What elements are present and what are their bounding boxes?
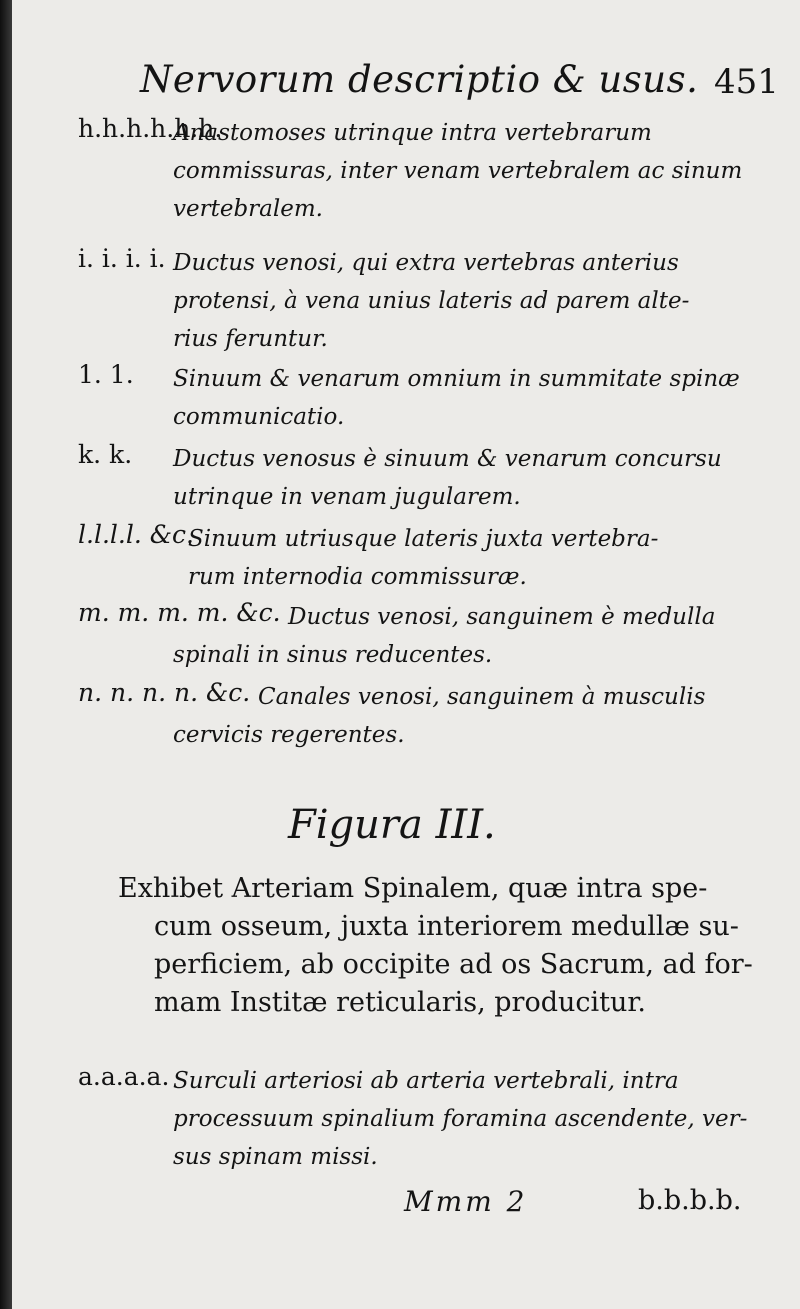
catchword: b.b.b.b. xyxy=(638,1185,742,1216)
legend-line: Canales venosi, sanguinem à musculis xyxy=(258,684,706,710)
caption-line: mam Institæ reticularis, producitur. xyxy=(154,987,646,1018)
figure-heading: Figura III. xyxy=(288,802,496,848)
legend-line: cervicis regerentes. xyxy=(173,722,405,748)
page-header-title: Nervorum descriptio & usus. xyxy=(140,58,699,101)
caption-line: cum osseum, juxta interiorem medullæ su- xyxy=(154,911,739,942)
legend-description xyxy=(173,114,800,228)
legend-line: commissuras, inter venam vertebralem ac sinum xyxy=(173,158,743,184)
legend-label: h.h.h.h.h.h. xyxy=(78,114,223,143)
legend-label: k. k. xyxy=(78,440,133,469)
legend-line: communicatio. xyxy=(173,404,345,430)
legend-line: Ductus venosus è sinuum & venarum concursu xyxy=(173,446,722,472)
legend-label: n. n. n. n. &c. xyxy=(78,678,251,707)
legend-label: i. i. i. i. xyxy=(78,244,166,273)
legend-line: protensi, à vena unius lateris ad parem alte- xyxy=(173,288,690,314)
legend-description xyxy=(173,678,800,754)
legend-label: 1. 1. xyxy=(78,360,134,389)
legend-description xyxy=(188,520,800,596)
caption-line: perficiem, ab occipite ad os Sacrum, ad for- xyxy=(154,949,753,980)
legend-description xyxy=(173,360,800,436)
legend-line: processuum spinalium foramina ascendente, ver- xyxy=(173,1106,748,1132)
legend-description xyxy=(173,440,800,516)
legend-line: Sinuum & venarum omnium in summitate spinæ xyxy=(173,366,740,392)
legend-line: rius feruntur. xyxy=(173,326,328,352)
legend-line: utrinque in venam jugularem. xyxy=(173,484,521,510)
caption-line: Exhibet Arteriam Spinalem, quæ intra spe- xyxy=(118,873,708,904)
page-binding-edge xyxy=(0,0,12,1309)
legend-line: spinali in sinus reducentes. xyxy=(173,642,493,668)
legend-line: vertebralem. xyxy=(173,196,323,222)
legend-description xyxy=(173,1062,800,1176)
legend-line: Surculi arteriosi ab arteria vertebrali, intra xyxy=(173,1068,679,1094)
legend-line: rum internodia commissuræ. xyxy=(188,564,527,590)
legend-line: Sinuum utriusque lateris juxta vertebra- xyxy=(188,526,659,552)
signature-mark: Mmm 2 xyxy=(404,1185,528,1218)
page-number: 451 xyxy=(714,62,779,102)
legend-line: Ductus venosi, sanguinem è medulla xyxy=(288,604,716,630)
legend-line: sus spinam missi. xyxy=(173,1144,378,1170)
figure-caption xyxy=(118,870,758,1022)
legend-description xyxy=(173,244,800,358)
legend-label: a.a.a.a. xyxy=(78,1062,170,1091)
legend-line: Anastomoses utrinque intra vertebrarum xyxy=(173,120,652,146)
legend-line: Ductus venosi, qui extra vertebras anterius xyxy=(173,250,679,276)
legend-label: l.l.l.l. &c. xyxy=(78,520,194,549)
legend-label: m. m. m. m. &c. xyxy=(78,598,281,627)
